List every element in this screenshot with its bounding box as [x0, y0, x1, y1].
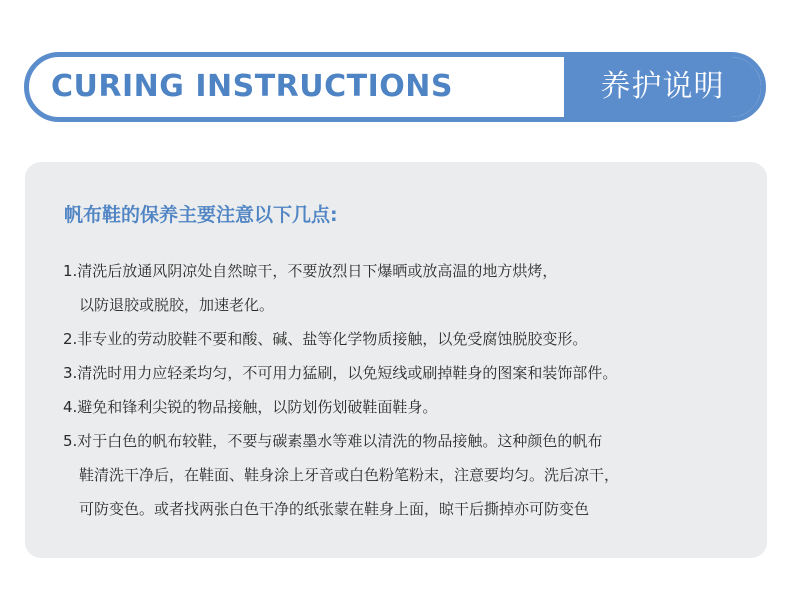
instruction-line-2: 2.非专业的劳动胶鞋不要和酸、碱、盐等化学物质接触，以免受腐蚀脱胶变形。: [63, 330, 588, 348]
instruction-line-5: 5.对于白色的帆布较鞋，不要与碳素墨水等难以清洗的物品接触。这种颜色的帆布: [63, 432, 603, 450]
instruction-line-1-cont: 以防退胶或脱胶，加速老化。: [79, 296, 275, 314]
instruction-line-1: 1.清洗后放通风阴凉处自然晾干，不要放烈日下爆晒或放高温的地方烘烤，: [63, 262, 558, 280]
header-banner: [24, 52, 766, 122]
header-title-zh: 养护说明: [564, 57, 761, 117]
instruction-line-3: 3.清洗时用力应轻柔均匀，不可用力猛刷，以免短线或刷掉鞋身的图案和装饰部件。: [63, 364, 618, 382]
card-title: 帆布鞋的保养主要注意以下几点:: [64, 204, 338, 226]
instructions-list: [63, 254, 753, 526]
instruction-line-5-cont-a: 鞋清洗干净后，在鞋面、鞋身涂上牙音或白色粉笔粉末，注意要均匀。洗后凉干，: [79, 466, 620, 484]
instruction-line-4: 4.避免和锋利尖锐的物品接触，以防划伤划破鞋面鞋身。: [63, 398, 438, 416]
header-title-en: CURING INSTRUCTIONS: [51, 69, 453, 104]
instruction-line-5-cont-b: 可防变色。或者找两张白色干净的纸张蒙在鞋身上面，晾干后撕掉亦可防变色: [79, 500, 590, 518]
instructions-card: [25, 162, 767, 558]
